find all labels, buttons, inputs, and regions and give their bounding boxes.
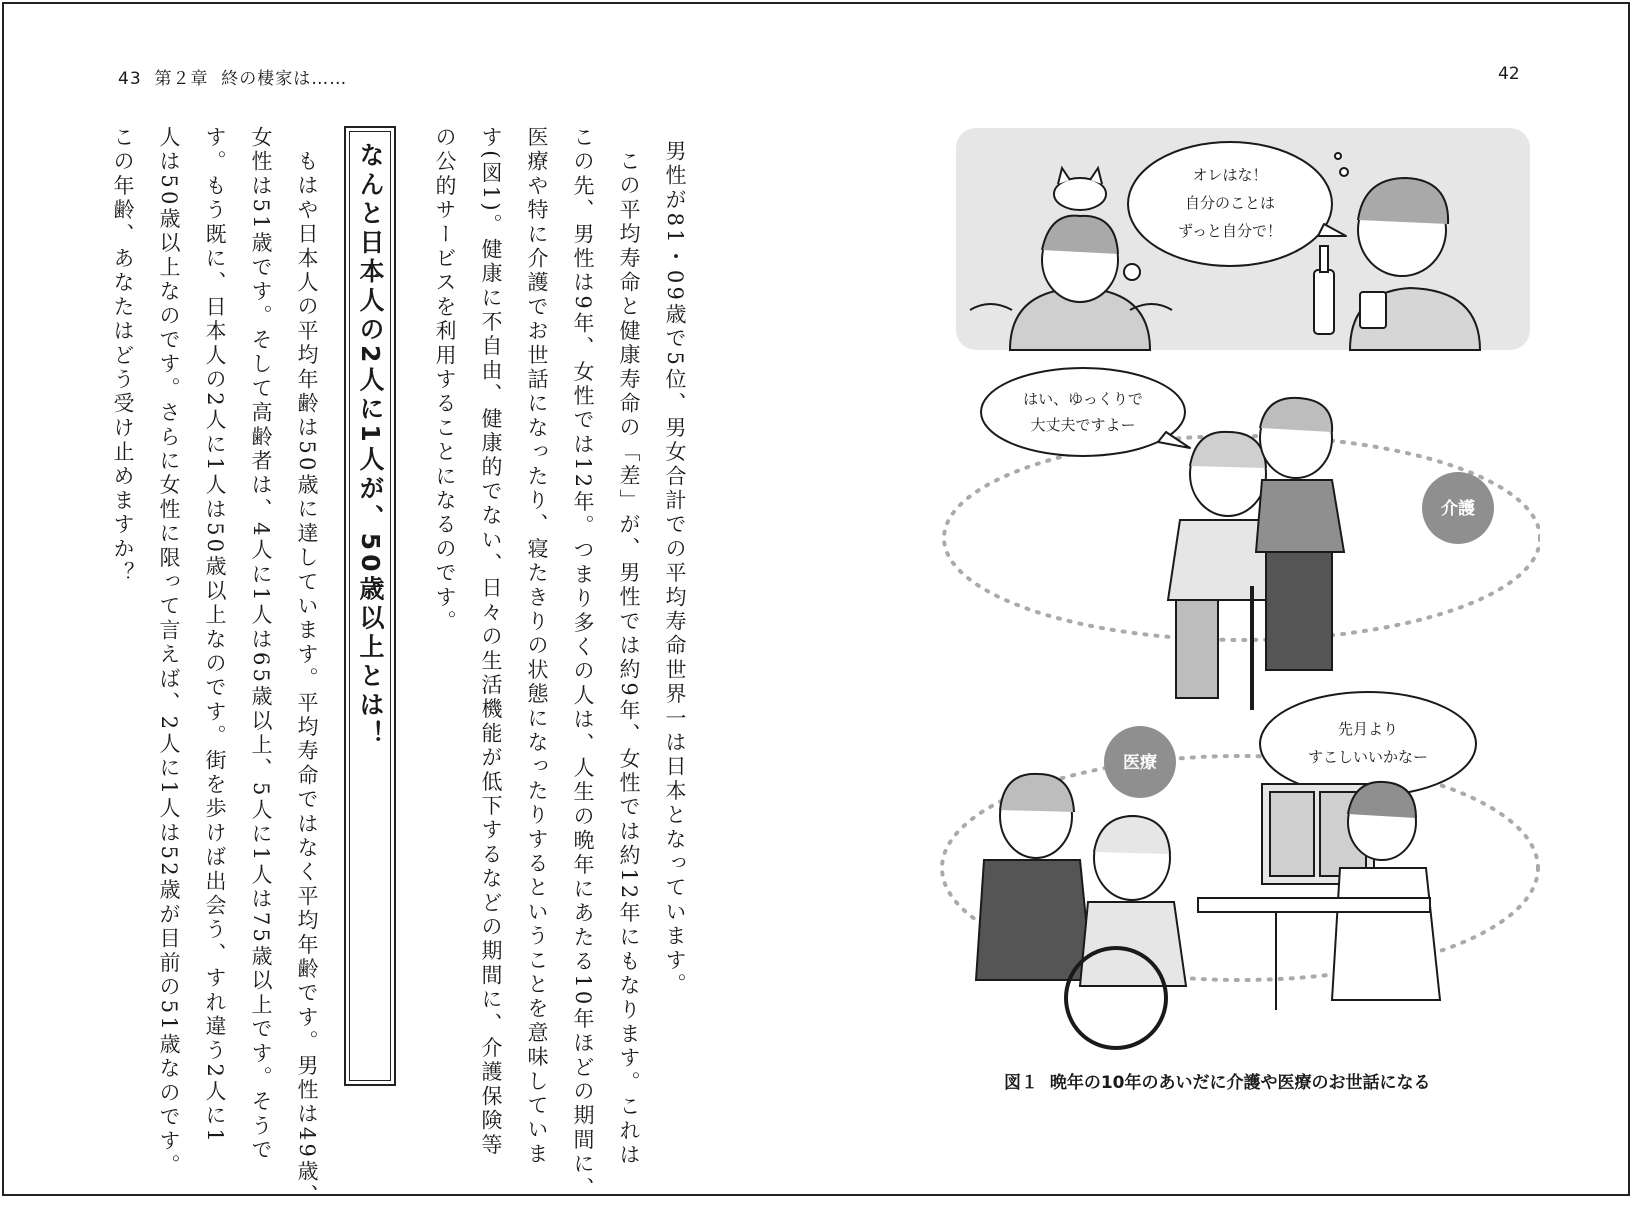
body-line: の公的サービスを利用することになるのです。 xyxy=(433,126,457,635)
body-line: この先、男性は9年、女性では12年。つまり多くの人は、人生の晩年にあたる10年ほどの期間に、 xyxy=(571,126,595,1202)
body-line: この平均寿命と健康寿命の「差」が、男性では約9年、女性では約12年にもなります。これは xyxy=(617,150,641,1168)
body-line: もはや日本人の平均年齢は50歳に達しています。平均寿命ではなく平均年齢です。男性は49歳、 xyxy=(295,150,319,1208)
section-heading: なんと日本人の2人に1人が、50歳以上とは！ xyxy=(356,142,385,750)
bubble3-line: すこしいいかなー xyxy=(1307,748,1429,766)
figure-illustration xyxy=(940,120,1540,1055)
bubble1-line: ずっと自分で！ xyxy=(1177,222,1283,240)
care-tag-label: 介護 xyxy=(1441,499,1475,519)
left-page-number: 43 xyxy=(118,69,142,89)
bubble3-line: 先月より xyxy=(1337,720,1399,738)
medical-consultation-figure xyxy=(976,774,1440,1048)
bubble1-line: オレはな！ xyxy=(1192,166,1268,184)
bubble2-line: 大丈夫ですよー xyxy=(1030,416,1136,434)
care-tag xyxy=(1422,472,1494,544)
body-line: 男性が81・09歳で5位、男女合計での平均寿命世界一は日本となっています。 xyxy=(663,140,687,998)
figure-caption-label: 図１ xyxy=(1004,1073,1038,1093)
figure-caption xyxy=(1004,1068,1431,1093)
chapter-number: 第２章 xyxy=(154,69,209,89)
medical-tag-label: 医療 xyxy=(1123,753,1157,773)
bubble2-line: はい、ゆっくりで xyxy=(1023,390,1143,408)
figure-caption-text: 晩年の10年のあいだに介護や医療のお世話になる xyxy=(1049,1073,1431,1093)
right-page-number: 42 xyxy=(1498,64,1520,84)
body-line: この年齢、あなたはどう受け止めますか？ xyxy=(111,126,135,586)
body-line: 医療や特に介護でお世話になったり、寝たきりの状態になったりするということを意味していま xyxy=(525,126,549,1167)
chapter-title: 終の棲家は…… xyxy=(221,69,348,89)
medical-tag xyxy=(1104,726,1176,798)
bubble1-line: 自分のことは xyxy=(1184,194,1276,212)
body-line: 人は50歳以上なのです。さらに女性に限って言えば、2人に1人は52歳が目前の51歳なのです。 xyxy=(157,126,181,1179)
body-line: す。もう既に、日本人の2人に1人は50歳以上なのです。街を歩けば出会う、すれ違う2人に1 xyxy=(203,126,227,1145)
body-line: す(図1)。健康に不自由、健康的でない、日々の生活機能が低下するなどの期間に、介護保険等 xyxy=(479,126,503,1158)
body-line: 女性は51歳です。そして高齢者は、4人に1人は65歳以上、5人に1人は75歳以上です。そうで xyxy=(249,126,273,1163)
elderly-and-caregiver-figure xyxy=(1168,398,1344,710)
running-header-left xyxy=(118,64,347,89)
speech-bubble-2 xyxy=(981,368,1190,456)
